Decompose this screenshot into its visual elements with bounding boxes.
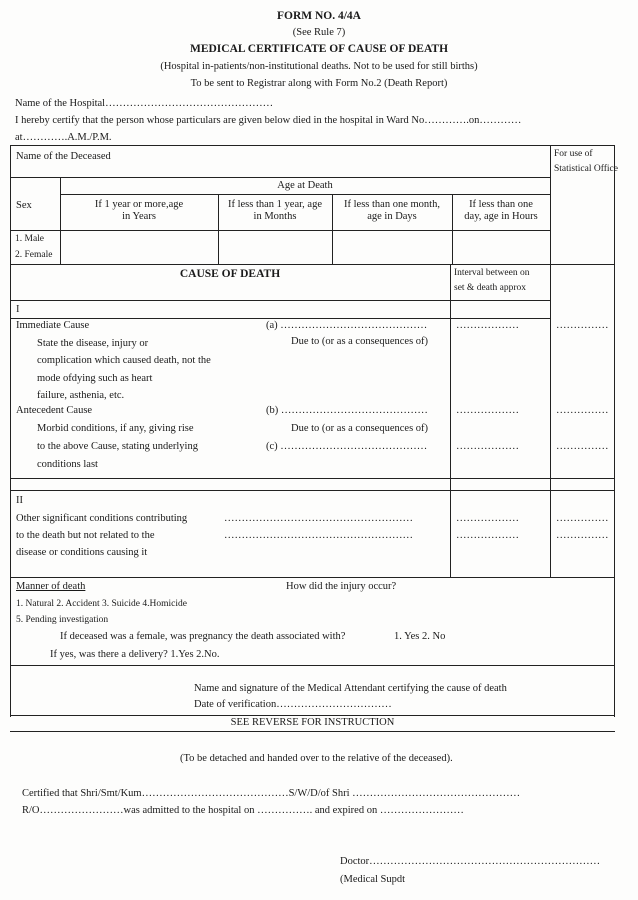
sex-female-option: 2. Female [15, 250, 53, 260]
interval-other-dots-1: ……………… [456, 513, 519, 524]
antecedent-desc-2: to the above Cause, stating underlying [37, 441, 198, 452]
interval-label-2: set & death approx [454, 283, 527, 293]
antecedent-desc-1: Morbid conditions, if any, giving rise [37, 423, 194, 434]
other-conditions-3: disease or conditions causing it [16, 547, 148, 558]
medical-attendant-signature: Name and signature of the Medical Attendant certifying the cause of death [194, 683, 507, 694]
stat-other-dots-1: …………… [556, 513, 609, 524]
sex-header: Sex [16, 200, 32, 211]
doctor-signature: Doctor………………………………………………………… [340, 856, 601, 867]
rule-reference: (See Rule 7) [292, 27, 346, 38]
antecedent-desc-3: conditions last [37, 459, 98, 470]
immediate-cause-label: Immediate Cause [16, 320, 90, 331]
immediate-desc-1: State the disease, injury or [37, 338, 149, 349]
interval-b-dots: ……………… [456, 405, 519, 416]
interval-a-dots: ……………… [456, 320, 519, 331]
detach-instruction: (To be detached and handed over to the relative of the deceased). [180, 753, 453, 764]
manner-options: 1. Natural 2. Accident 3. Suicide 4.Homicide [16, 599, 187, 609]
form-instruction: To be sent to Registrar along with Form No.2 (Death Report) [190, 78, 448, 89]
due-to-1: Due to (or as a consequences of) [291, 336, 429, 347]
part-one-label: I [16, 304, 20, 315]
medical-supdt-label: (Medical Supdt [340, 874, 406, 885]
pregnancy-question: If deceased was a female, was pregnancy the death associated with? [60, 631, 346, 642]
hospital-name-field: Name of the Hospital………………………………………… [15, 98, 274, 109]
stat-office-label-2: Statistical Office [554, 164, 618, 174]
due-to-2: Due to (or as a consequences of) [291, 423, 429, 434]
see-reverse-instruction: SEE REVERSE FOR INSTRUCTION [230, 717, 395, 728]
immediate-desc-3: mode ofdying such as heart [37, 373, 153, 384]
form-subtitle: (Hospital in-patients/non-institutional deaths. Not to be used for still births) [160, 61, 478, 72]
antecedent-cause-label: Antecedent Cause [16, 405, 93, 416]
age-days-header: If less than one month, age in Days [344, 199, 440, 223]
immediate-desc-4: failure, asthenia, etc. [37, 390, 125, 401]
deceased-name-label: Name of the Deceased [16, 151, 111, 162]
certified-line: Certified that Shri/Smt/Kum……………………………………S/W/D/of Shri ………………………………………… [22, 788, 521, 799]
interval-other-dots-2: ……………… [456, 530, 519, 541]
form-title: MEDICAL CERTIFICATE OF CAUSE OF DEATH [189, 43, 449, 55]
cause-c-field: (c) …………………………………… [266, 441, 428, 452]
age-at-death-header: Age at Death [277, 180, 333, 191]
stat-b-dots: …………… [556, 405, 609, 416]
stat-office-label-1: For use of [554, 149, 593, 159]
pregnancy-options: 1. Yes 2. No [394, 631, 446, 642]
cause-b-field: (b) …………………………………… [266, 405, 428, 416]
other-conditions-1: Other significant conditions contributing [16, 513, 188, 524]
interval-c-dots: ……………… [456, 441, 519, 452]
certify-line: I hereby certify that the person whose particulars are given below died in the hospital in Ward No………….on………… [15, 115, 522, 126]
other-dots-1: ……………………………………………… [224, 513, 413, 524]
manner-of-death-title: Manner of death [16, 581, 86, 592]
how-injury-label: How did the injury occur? [286, 581, 397, 592]
pending-investigation: 5. Pending investigation [16, 615, 109, 625]
other-dots-2: ……………………………………………… [224, 530, 413, 541]
age-years-header: If 1 year or more,age in Years [94, 199, 184, 223]
stat-other-dots-2: …………… [556, 530, 609, 541]
stat-a-dots: …………… [556, 320, 609, 331]
residence-line: R/O……………………was admitted to the hospital on ……………. and expired on …………………… [22, 805, 464, 816]
time-line: at………….A.M./P.M. [15, 132, 112, 143]
cause-a-field: (a) …………………………………… [266, 320, 428, 331]
sex-male-option: 1. Male [15, 234, 45, 244]
date-of-verification: Date of verification…………………………… [194, 699, 392, 710]
interval-label-1: Interval between on [454, 268, 530, 278]
form-number: FORM NO. 4/4A [276, 10, 361, 22]
delivery-question: If yes, was there a delivery? 1.Yes 2.No. [50, 649, 220, 660]
immediate-desc-2: complication which caused death, not the [37, 355, 211, 366]
age-hours-header: If less than one day, age in Hours [464, 199, 538, 223]
age-months-header: If less than 1 year, age in Months [227, 199, 323, 223]
cause-of-death-heading: CAUSE OF DEATH [179, 268, 281, 280]
part-two-label: II [16, 495, 23, 506]
stat-c-dots: …………… [556, 441, 609, 452]
other-conditions-2: to the death but not related to the [16, 530, 155, 541]
